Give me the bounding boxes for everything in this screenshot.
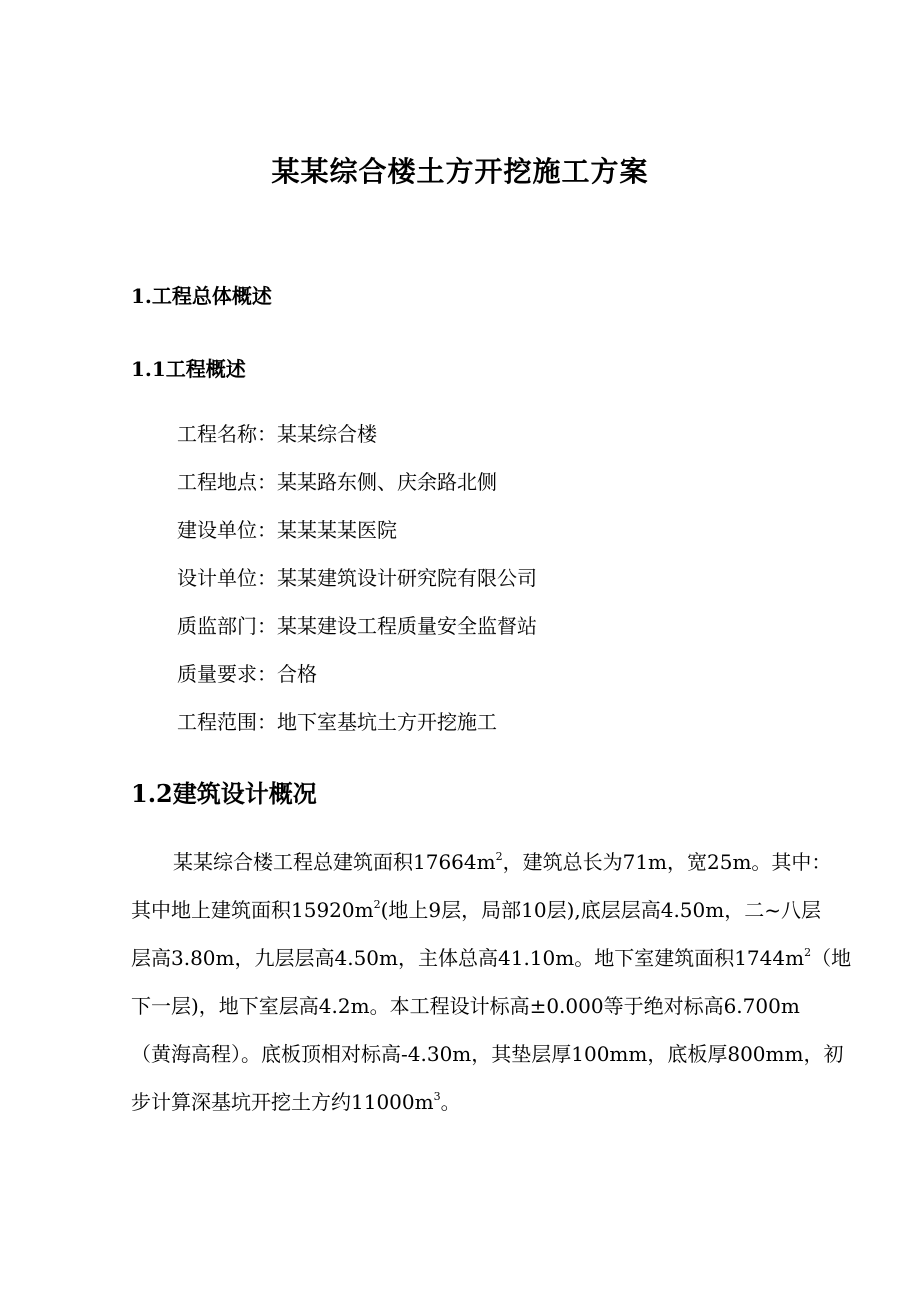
text-run: （地 [811,946,852,970]
architecture-paragraph [131,838,852,1126]
paragraph-line [131,1078,843,1126]
info-designer: 设计单位：某某建筑设计研究院有限公司 [177,566,537,590]
text-run: (地上9层，局部10层),底层层高4.50m，二~八层 [380,898,821,922]
text-run: 。 [440,1090,461,1114]
text-run: ，建筑总长为71m，宽25m。其中： [502,850,832,874]
superscript: 2 [804,946,812,959]
info-project-scope: 工程范围：地下室基坑土方开挖施工 [177,710,497,734]
info-project-location: 工程地点：某某路东侧、庆余路北侧 [177,470,497,494]
text-run: 某某综合楼工程总建筑面积17664m [173,850,496,874]
paragraph-line: （黄海高程）。底板顶相对标高-4.30m，其垫层厚100mm，底板厚800mm，初 [131,1042,844,1066]
section-heading-overview: 1.工程总体概述 [131,284,272,308]
superscript: 2 [495,850,503,863]
text-run: 步计算深基坑开挖土方约11000m [131,1090,434,1114]
superscript: 3 [433,1090,441,1103]
text-run: 层高3.80m，九层层高4.50m，主体总高41.10m。地下室建筑面积1744m [131,946,805,970]
text-run: 其中地上建筑面积15920m [131,898,374,922]
info-owner: 建设单位：某某某某医院 [177,518,397,542]
paragraph-line [131,934,852,982]
section-heading-project-overview: 1.1工程概述 [131,357,246,381]
info-project-name: 工程名称：某某综合楼 [177,422,377,446]
paragraph-line [131,838,843,886]
project-info-list [177,418,537,754]
section-heading-architecture: 1.2建筑设计概况 [131,779,317,808]
info-quality-supervisor: 质监部门：某某建设工程质量安全监督站 [177,614,537,638]
superscript: 2 [373,898,381,911]
info-quality-requirement: 质量要求：合格 [177,662,317,686]
document-title: 某某综合楼土方开挖施工方案 [271,155,649,188]
paragraph-line: 下一层)，地下室层高4.2m。本工程设计标高±0.000等于绝对标高6.700m [131,994,800,1018]
paragraph-line [131,886,843,934]
